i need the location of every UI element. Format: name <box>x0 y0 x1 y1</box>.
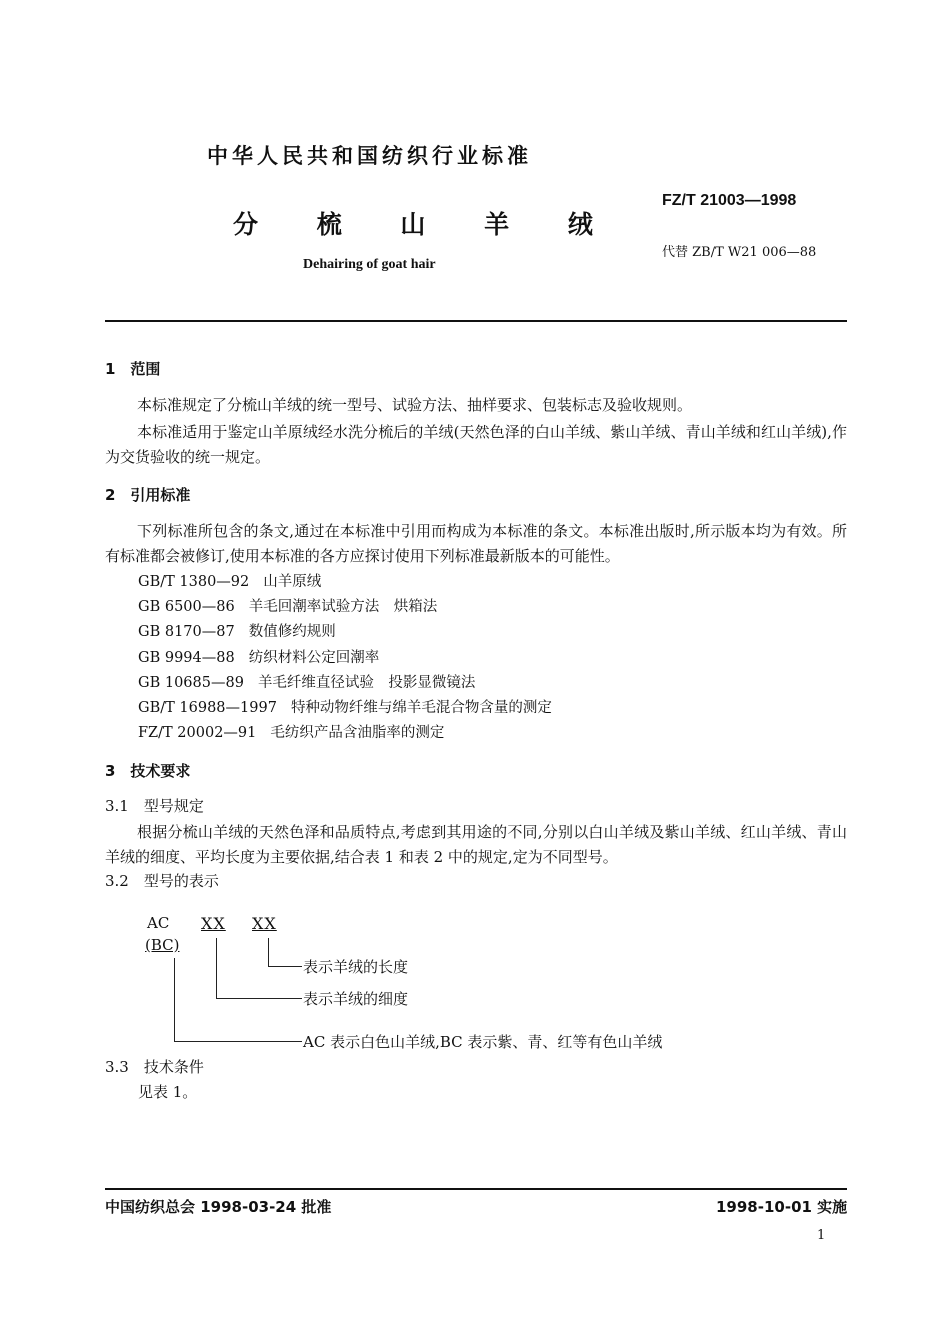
section-3-1-heading: 3.1 型号规定 <box>105 797 204 815</box>
header-rule <box>105 320 847 322</box>
reference-title: 山羊原绒 <box>263 574 322 590</box>
diagram-label-fineness: 表示羊绒的细度 <box>303 990 409 1008</box>
footer-rule <box>105 1188 847 1190</box>
section-3-heading: 3 技术要求 <box>105 762 191 780</box>
section-3-2-heading: 3.2 型号的表示 <box>105 872 219 890</box>
diagram-bc-code: (BC) <box>145 936 180 954</box>
diagram-length-placeholder: XX <box>252 914 277 933</box>
reference-item <box>138 620 336 641</box>
diagram-fineness-placeholder: XX <box>201 914 226 933</box>
section-1-heading: 1 范围 <box>105 360 161 378</box>
reference-title: 毛纺织产品含油脂率的测定 <box>270 725 445 742</box>
section-3-1-paragraph: 根据分梳山羊绒的天然色泽和品质特点,考虑到其用途的不同,分别以白山羊绒及紫山羊绒、红山羊绒、青山羊绒的细度、平均长度为主要依据,结合表 1 和表 2 中的规定,定为不同型号。 <box>105 823 847 866</box>
section-3-3-heading: 3.3 技术条件 <box>105 1058 204 1076</box>
reference-code: GB 6500—86 <box>138 599 235 616</box>
reference-title: 纺织材料公定回潮率 <box>248 649 380 666</box>
fineness-connector-vertical <box>216 938 217 998</box>
reference-item <box>138 646 379 667</box>
diagram-ac-code: AC <box>147 914 170 932</box>
standard-number: FZ/T 21003—1998 <box>662 192 797 209</box>
length-connector-horizontal <box>268 966 302 967</box>
length-connector-vertical <box>268 938 269 966</box>
reference-title: 羊毛纤维直径试验 投影显微镜法 <box>257 674 476 691</box>
section-3-3-paragraph: 见表 1。 <box>138 1083 198 1101</box>
reference-item <box>138 721 444 742</box>
reference-item <box>138 671 475 692</box>
fineness-connector-horizontal <box>216 998 302 999</box>
doc-title-en: Dehairing of goat hair <box>303 257 436 272</box>
reference-item <box>138 696 552 717</box>
section-1-paragraph-2: 本标准适用于鉴定山羊原绒经水洗分梳后的羊绒(天然色泽的白山羊绒、紫山羊绒、青山羊绒和红山羊绒),作为交货验收的统一规定。 <box>105 423 847 466</box>
section-2-paragraph: 下列标准所包含的条文,通过在本标准中引用而构成为本标准的条文。本标准出版时,所示版本均为有效。所有标准都会被修订,使用本标准的各方应探讨使用下列标准最新版本的可能性。 <box>105 522 847 565</box>
approval-text: 中国纺织总会 1998-03-24 批准 <box>105 1198 332 1216</box>
reference-title: 羊毛回潮率试验方法 烘箱法 <box>248 599 438 616</box>
implementation-text: 1998-10-01 实施 <box>716 1198 848 1216</box>
color-connector-vertical <box>174 958 175 1041</box>
diagram-label-color: AC 表示白色山羊绒,BC 表示紫、青、红等有色山羊绒 <box>303 1033 663 1051</box>
reference-code: GB 8170—87 <box>138 624 235 641</box>
reference-item <box>138 595 437 616</box>
diagram-label-length: 表示羊绒的长度 <box>303 958 409 976</box>
reference-code: FZ/T 20002—91 <box>138 725 257 742</box>
org-title: 中华人民共和国纺织行业标准 <box>207 144 532 168</box>
reference-item <box>138 570 321 591</box>
replaces-note: 代替 ZB/T W21 006—88 <box>662 245 817 260</box>
reference-code: GB 9994—88 <box>138 649 235 666</box>
section-2-heading: 2 引用标准 <box>105 486 191 504</box>
color-connector-horizontal <box>174 1041 302 1042</box>
reference-title: 数值修约规则 <box>248 624 336 641</box>
reference-code: GB/T 16988—1997 <box>138 700 277 716</box>
doc-title: 分 梳 山 羊 绒 <box>233 210 611 239</box>
page-number: 1 <box>817 1228 826 1243</box>
reference-code: GB 10685—89 <box>138 674 244 691</box>
section-1-paragraph-1: 本标准规定了分梳山羊绒的统一型号、试验方法、抽样要求、包装标志及验收规则。 <box>137 396 693 414</box>
reference-title: 特种动物纤维与绵羊毛混合物含量的测定 <box>290 700 552 716</box>
reference-code: GB/T 1380—92 <box>138 574 250 590</box>
